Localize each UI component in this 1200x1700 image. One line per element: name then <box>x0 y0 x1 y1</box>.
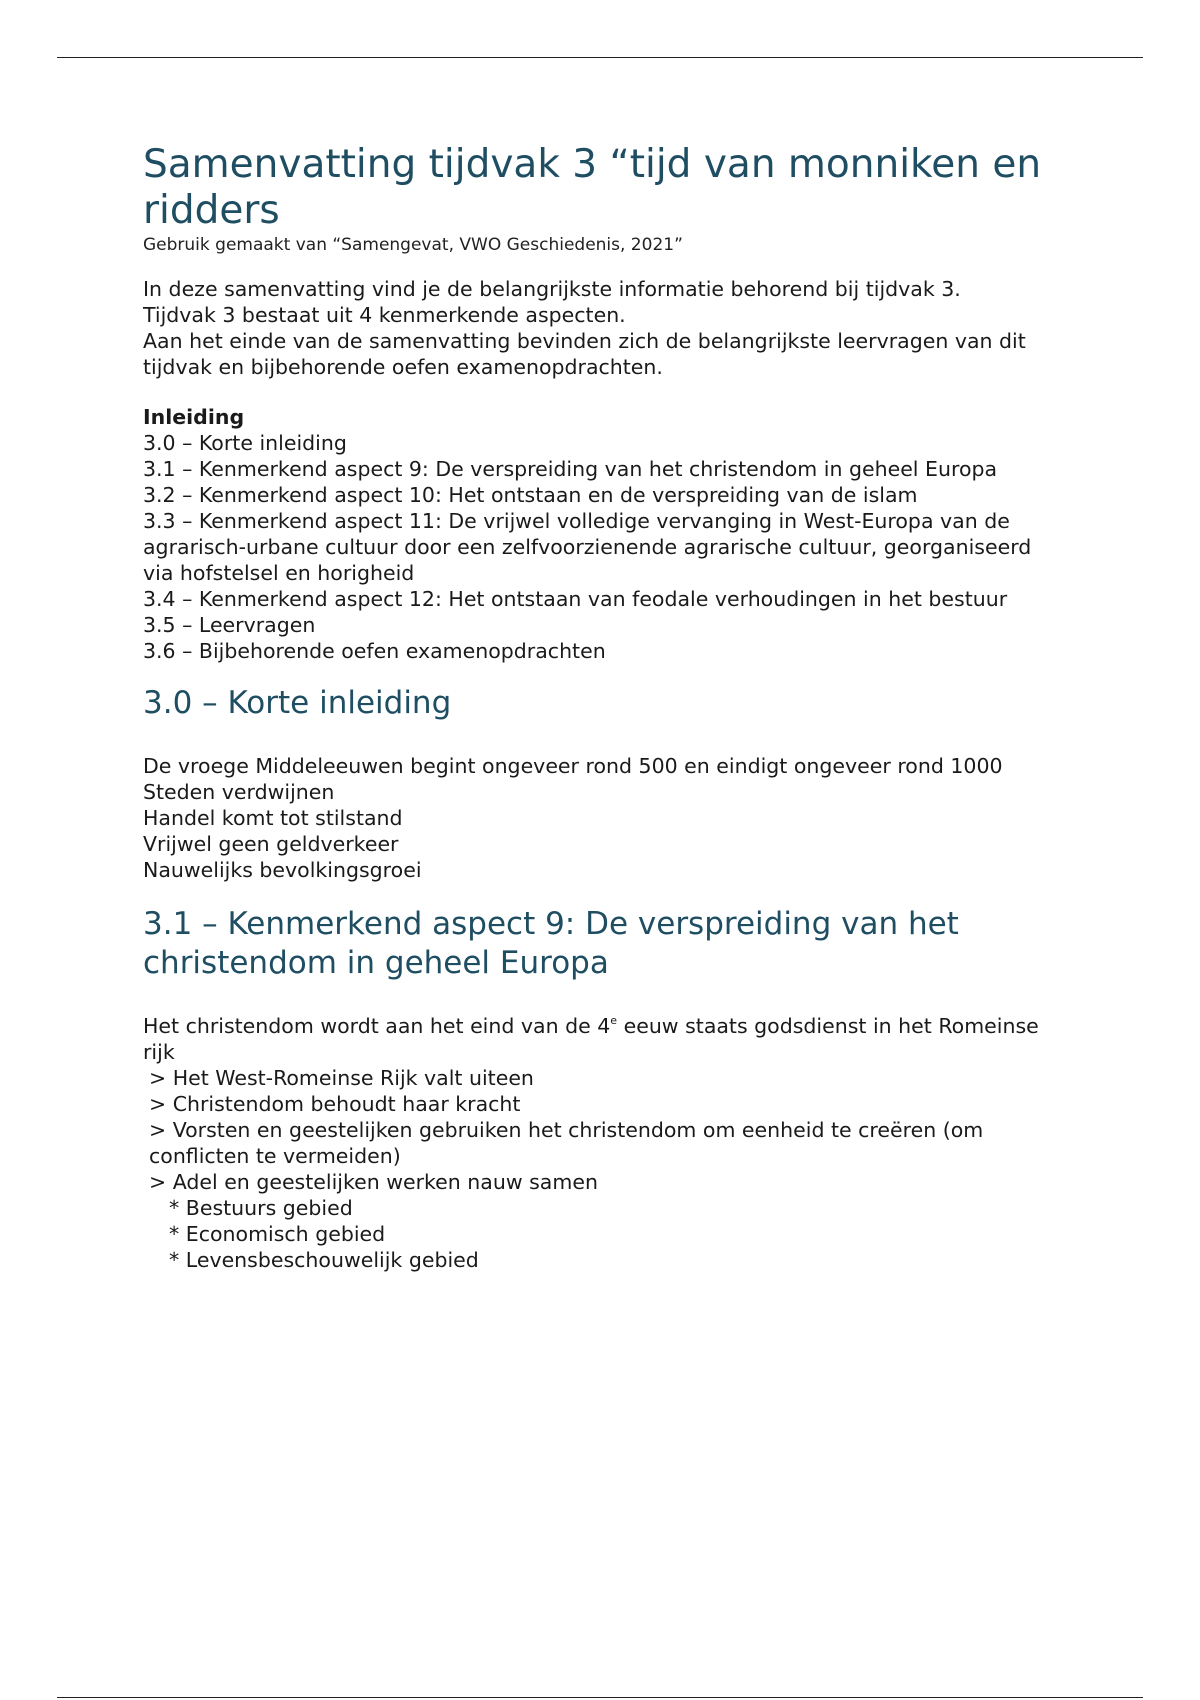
section-line: Handel komt tot stilstand <box>143 806 403 830</box>
section-line: Steden verdwijnen <box>143 780 335 804</box>
toc-item: 3.0 – Korte inleiding <box>143 431 347 455</box>
bullet-item: > Het West-Romeinse Rijk valt uiteen <box>149 1066 534 1090</box>
document-title: Samenvatting tijdvak 3 “tijd van monniken en ridders <box>143 142 1042 233</box>
ordinal-superscript: e <box>610 1014 618 1027</box>
top-rule <box>57 57 1143 58</box>
section-lead-line <box>143 1013 1063 1065</box>
intro-line: In deze samenvatting vind je de belangrijkste informatie behorend bij tijdvak 3. <box>143 277 961 301</box>
toc-heading: Inleiding <box>143 405 245 429</box>
section-line: Vrijwel geen geldverkeer <box>143 832 399 856</box>
bottom-rule <box>57 1697 1143 1698</box>
intro-line: Aan het einde van de samenvatting bevinden zich de belangrijkste leervragen van dit tijdvak en bijbehorende oefen examenopdrachten. <box>143 329 1026 379</box>
sub-bullet-item: * Bestuurs gebied <box>169 1196 353 1220</box>
lead-text-before: Het christendom wordt aan het eind van de 4 <box>143 1014 611 1038</box>
toc-item: 3.4 – Kenmerkend aspect 12: Het ontstaan van feodale verhoudingen in het bestuur <box>143 587 1008 611</box>
section-3-0-body <box>143 753 1063 883</box>
bullet-item: > Christendom behoudt haar kracht <box>149 1092 521 1116</box>
intro-line: Tijdvak 3 bestaat uit 4 kenmerkende aspecten. <box>143 303 626 327</box>
section-line: De vroege Middeleeuwen begint ongeveer rond 500 en eindigt ongeveer rond 1000 <box>143 754 1003 778</box>
sub-bullet-item: * Economisch gebied <box>169 1222 386 1246</box>
section-line: Nauwelijks bevolkingsgroei <box>143 858 422 882</box>
bullet-item: > Adel en geestelijken werken nauw samen <box>149 1170 598 1194</box>
toc-item: 3.6 – Bijbehorende oefen examenopdrachten <box>143 639 606 663</box>
lead-text-after: eeuw staats godsdienst in het Romeinse rijk <box>143 1014 1039 1064</box>
document-body <box>143 142 1063 1273</box>
toc-item: 3.1 – Kenmerkend aspect 9: De verspreiding van het christendom in geheel Europa <box>143 457 998 481</box>
document-subtitle: Gebruik gemaakt van “Samengevat, VWO Geschiedenis, 2021” <box>143 235 683 255</box>
toc-item: 3.3 – Kenmerkend aspect 11: De vrijwel volledige vervanging in West-Europa van de agrarisch-urbane cultuur door een zelfvoorzienende agrarische cultuur, georganiseerd via hofstelsel en horigheid <box>143 509 1032 585</box>
toc-item: 3.2 – Kenmerkend aspect 10: Het ontstaan en de verspreiding van de islam <box>143 483 918 507</box>
table-of-contents <box>143 404 1063 664</box>
section-heading-3-0: 3.0 – Korte inleiding <box>143 685 452 721</box>
intro-paragraph <box>143 276 1063 380</box>
toc-item: 3.5 – Leervragen <box>143 613 316 637</box>
sub-bullet-item: * Levensbeschouwelijk gebied <box>169 1248 479 1272</box>
bullet-item: > Vorsten en geestelijken gebruiken het christendom om eenheid te creëren (om conflicten te vermeiden) <box>149 1118 984 1168</box>
section-heading-3-1: 3.1 – Kenmerkend aspect 9: De verspreiding van het christendom in geheel Europa <box>143 906 959 981</box>
section-3-1-body <box>143 1013 1063 1273</box>
